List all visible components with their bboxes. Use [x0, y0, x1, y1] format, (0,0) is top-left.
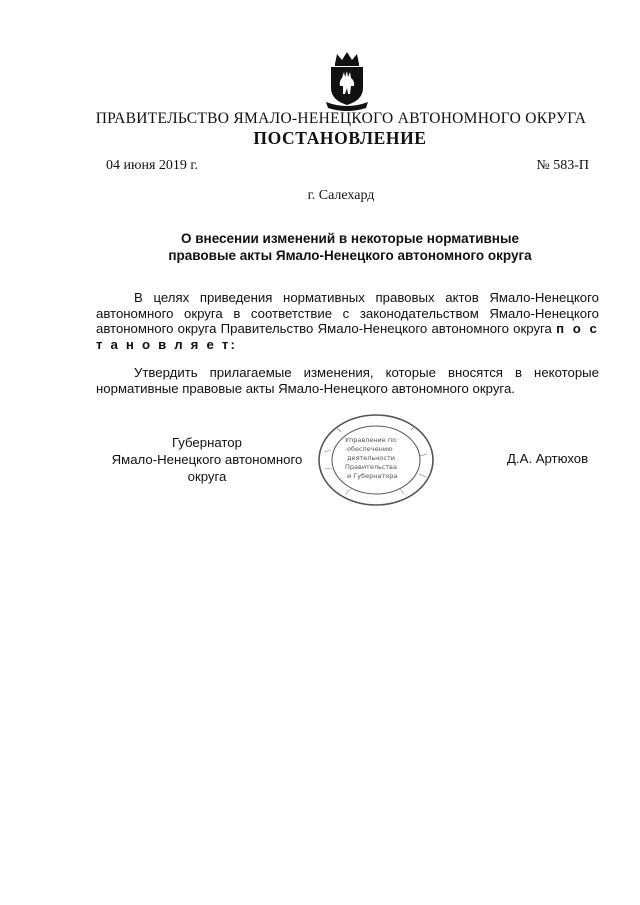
stamp-line-2: обеспечению	[347, 445, 393, 453]
stamp-line-5: и Губернатора	[347, 472, 398, 480]
document-type: ПОСТАНОВЛЕНИЕ	[253, 128, 427, 148]
stamp-line-4: Правительства	[345, 463, 397, 471]
preamble-paragraph	[96, 290, 599, 352]
document-city: г. Салехард	[307, 188, 375, 203]
government-title: ПРАВИТЕЛЬСТВО ЯМАЛО-НЕНЕЦКОГО АВТОНОМНОГО ОКРУГА	[95, 110, 587, 127]
document-number: № 583-П	[536, 158, 589, 173]
signatory-position-line-1: Губернатор	[172, 435, 242, 450]
signatory-name: Д.А. Артюхов	[507, 451, 589, 466]
stamp-line-1: Управление по	[345, 436, 397, 444]
resolution-paragraph: Утвердить прилагаемые изменения, которые вносятся в некоторые нормативные правовые акты Ямало-Ненецкого автономного округа.	[96, 365, 599, 396]
resolves-keyword: п о с т а н о в л я е т:	[96, 321, 600, 352]
coat-of-arms-icon	[318, 50, 376, 114]
subject-line-1: О внесении изменений в некоторые нормативные	[181, 231, 519, 246]
signatory-position	[96, 434, 318, 485]
official-stamp	[316, 412, 436, 509]
stamp-line-3: деятельности	[347, 454, 395, 462]
document-date: 04 июня 2019 г.	[106, 158, 199, 173]
preamble-text: В целях приведения нормативных правовых актов Ямало-Ненецкого автономного округа в соответствие с законодательством Ямало-Ненецкого автономного округа Правительство Ямало-Ненецкого автономного округа	[96, 290, 599, 336]
signatory-position-line-2: Ямало-Ненецкого автономного округа	[111, 452, 303, 484]
document-subject	[100, 230, 600, 264]
subject-line-2: правовые акты Ямало-Ненецкого автономного округа	[168, 248, 532, 263]
